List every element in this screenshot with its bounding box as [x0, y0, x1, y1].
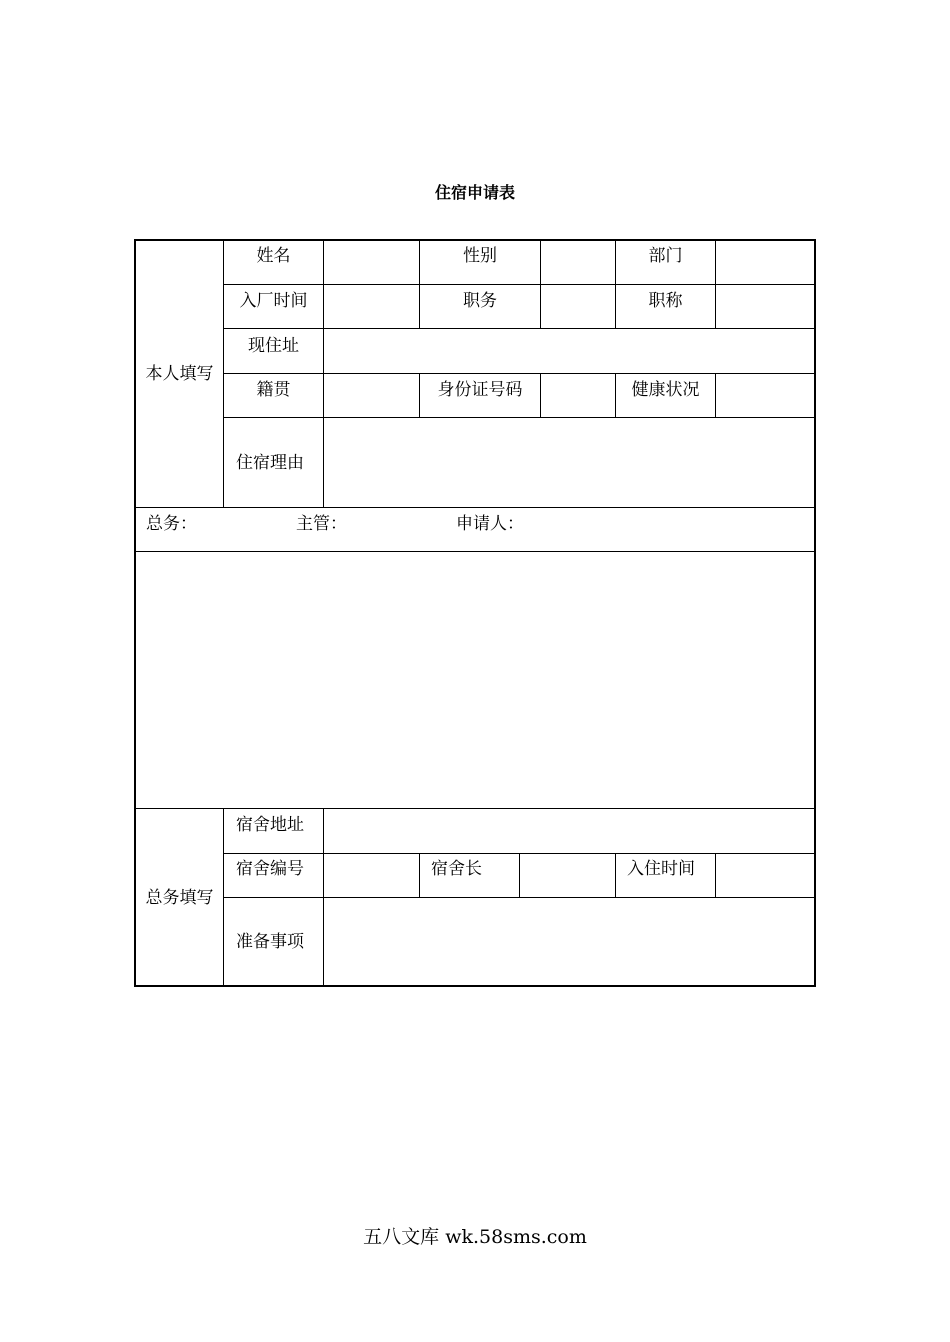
gender-label: 性别: [463, 246, 497, 266]
column-divider: [419, 853, 420, 897]
row-divider: [224, 373, 816, 374]
id-number-label: 身份证号码: [437, 380, 523, 400]
dorm-head-label: 宿舍长: [431, 859, 482, 879]
column-divider: [715, 853, 716, 897]
checkin-time-label: 入住时间: [627, 859, 695, 879]
dorm-number-label: 宿舍编号: [236, 859, 304, 879]
position-label: 职务: [463, 291, 497, 311]
row-divider: [224, 853, 816, 854]
row-divider: [224, 328, 816, 329]
department-label: 部门: [648, 246, 683, 266]
column-divider: [540, 239, 541, 328]
column-divider: [715, 239, 716, 328]
dorm-address-label: 宿舍地址: [236, 815, 304, 835]
native-place-label: 籍贯: [256, 380, 291, 400]
general-affairs-signature: 总务：: [146, 514, 197, 534]
column-divider: [540, 373, 541, 417]
row-divider: [224, 284, 816, 285]
row-divider: [134, 551, 816, 552]
column-divider: [323, 808, 324, 987]
column-divider: [323, 239, 324, 507]
row-divider: [224, 417, 816, 418]
row-divider: [134, 507, 816, 508]
entry-time-label: 入厂时间: [239, 291, 308, 311]
current-address-label: 现住址: [248, 336, 299, 356]
row-divider: [134, 808, 816, 809]
health-status-label: 健康状况: [631, 380, 700, 400]
column-divider: [615, 853, 616, 897]
name-label: 姓名: [256, 246, 291, 266]
footer-watermark: 五八文库 wk.58sms.com: [363, 1226, 587, 1248]
row-divider: [224, 897, 816, 898]
column-divider: [519, 853, 520, 897]
page-title: 住宿申请表: [434, 183, 515, 202]
column-divider: [715, 373, 716, 417]
job-title-label: 职称: [648, 291, 683, 311]
applicant-signature: 申请人：: [456, 514, 524, 534]
supervisor-signature: 主管：: [296, 514, 347, 534]
preparation-label: 准备事项: [236, 932, 304, 952]
section-admin-label: 总务填写: [145, 888, 214, 908]
reason-label: 住宿理由: [236, 453, 304, 473]
section-self-label: 本人填写: [145, 364, 214, 384]
